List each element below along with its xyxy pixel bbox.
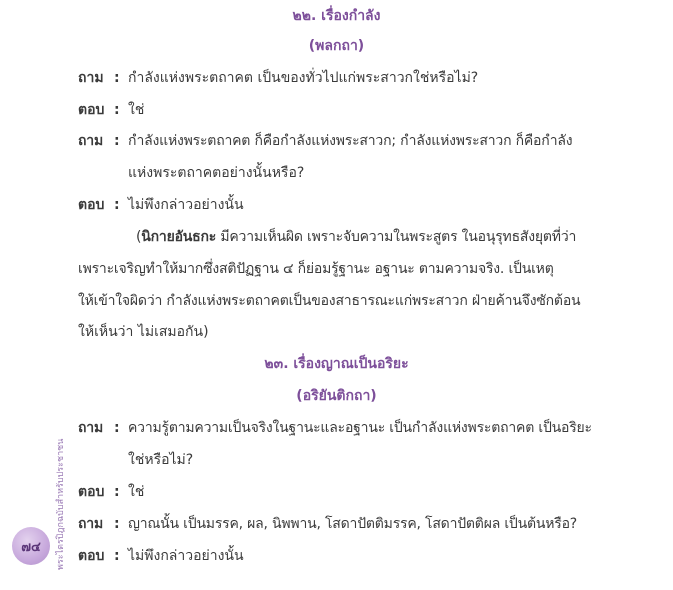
qa-colon: : (114, 420, 120, 436)
page-number-badge (12, 527, 50, 565)
qa-colon: : (114, 133, 120, 149)
qa-colon: : (114, 197, 120, 213)
qa-text: ความรู้ตามความเป็นจริงในฐานะและอฐานะ เป็นกำลังแห่งพระตถาคต เป็นอริยะ (128, 420, 592, 436)
section-23-subtitle: (อริยันติกถา) (296, 388, 377, 404)
qa-row (78, 412, 600, 444)
qa-label: ตอบ (78, 484, 105, 500)
commentary-text: มีความเห็นผิด เพราะจับความในพระสูตร ในอนุรุทธสังยุตที่ว่า (216, 229, 577, 245)
qa-row (78, 476, 600, 508)
commentary-line: ให้เข้าใจผิดว่า กำลังแห่งพระตถาคตเป็นของสาธารณะแก่พระสาวก ฝ่ายค้านจึงซักต้อน (78, 293, 581, 309)
qa-label: ตอบ (78, 197, 105, 213)
section-22-subtitle: (พลกถา) (308, 38, 365, 54)
qa-row (78, 540, 600, 572)
commentary-school-name: นิกายอันธกะ (141, 229, 217, 245)
book-side-label: พระไตรปิฎกฉบับสำหรับประชาชน (56, 438, 66, 570)
qa-colon: : (114, 516, 120, 532)
qa-label: ตอบ (78, 102, 105, 118)
qa-label: ถาม (78, 516, 103, 532)
qa-label: ถาม (78, 420, 103, 436)
section-23-title: ๒๓. เรื่องญาณเป็นอริยะ (264, 356, 409, 372)
qa-row (78, 189, 600, 221)
qa-text-continuation: ใช่หรือไม่? (128, 452, 194, 468)
qa-text: ใช่ (128, 102, 145, 118)
qa-text: กำลังแห่งพระตถาคต ก็คือกำลังแห่งพระสาวก; กำลังแห่งพระสาวก ก็คือกำลัง (128, 133, 573, 149)
page-number: ๗๔ (21, 539, 41, 555)
qa-text: กำลังแห่งพระตถาคต เป็นของทั่วไปแก่พระสาวกใช่หรือไม่? (128, 70, 479, 86)
qa-label: ถาม (78, 133, 103, 149)
qa-colon: : (114, 548, 120, 564)
commentary-line: ให้เห็นว่า ไม่เสมอกัน) (78, 324, 209, 340)
qa-text-continuation: แห่งพระตถาคตอย่างนั้นหรือ? (128, 165, 305, 181)
qa-text: ญาณนั้น เป็นมรรค, ผล, นิพพาน, โสดาปัตติมรรค, โสดาปัตติผล เป็นต้นหรือ? (128, 516, 578, 532)
qa-row (78, 94, 600, 126)
qa-text: ใช่ (128, 484, 145, 500)
qa-row (78, 125, 600, 157)
qa-text: ไม่พึงกล่าวอย่างนั้น (128, 548, 244, 564)
qa-text: ไม่พึงกล่าวอย่างนั้น (128, 197, 244, 213)
commentary-line (78, 221, 600, 253)
section-22-title: ๒๒. เรื่องกำลัง (292, 8, 381, 24)
qa-colon: : (114, 102, 120, 118)
commentary-line: เพราะเจริญทำให้มากซึ่งสติปัฏฐาน ๔ ก็ย่อมรู้ฐานะ อฐานะ ตามความจริง. เป็นเหตุ (78, 261, 554, 277)
qa-colon: : (114, 70, 120, 86)
commentary-open-paren: ( (136, 229, 142, 245)
qa-label: ถาม (78, 70, 104, 86)
qa-row (78, 508, 600, 540)
qa-colon: : (114, 484, 120, 500)
qa-label: ตอบ (78, 548, 105, 564)
qa-row (78, 62, 600, 94)
